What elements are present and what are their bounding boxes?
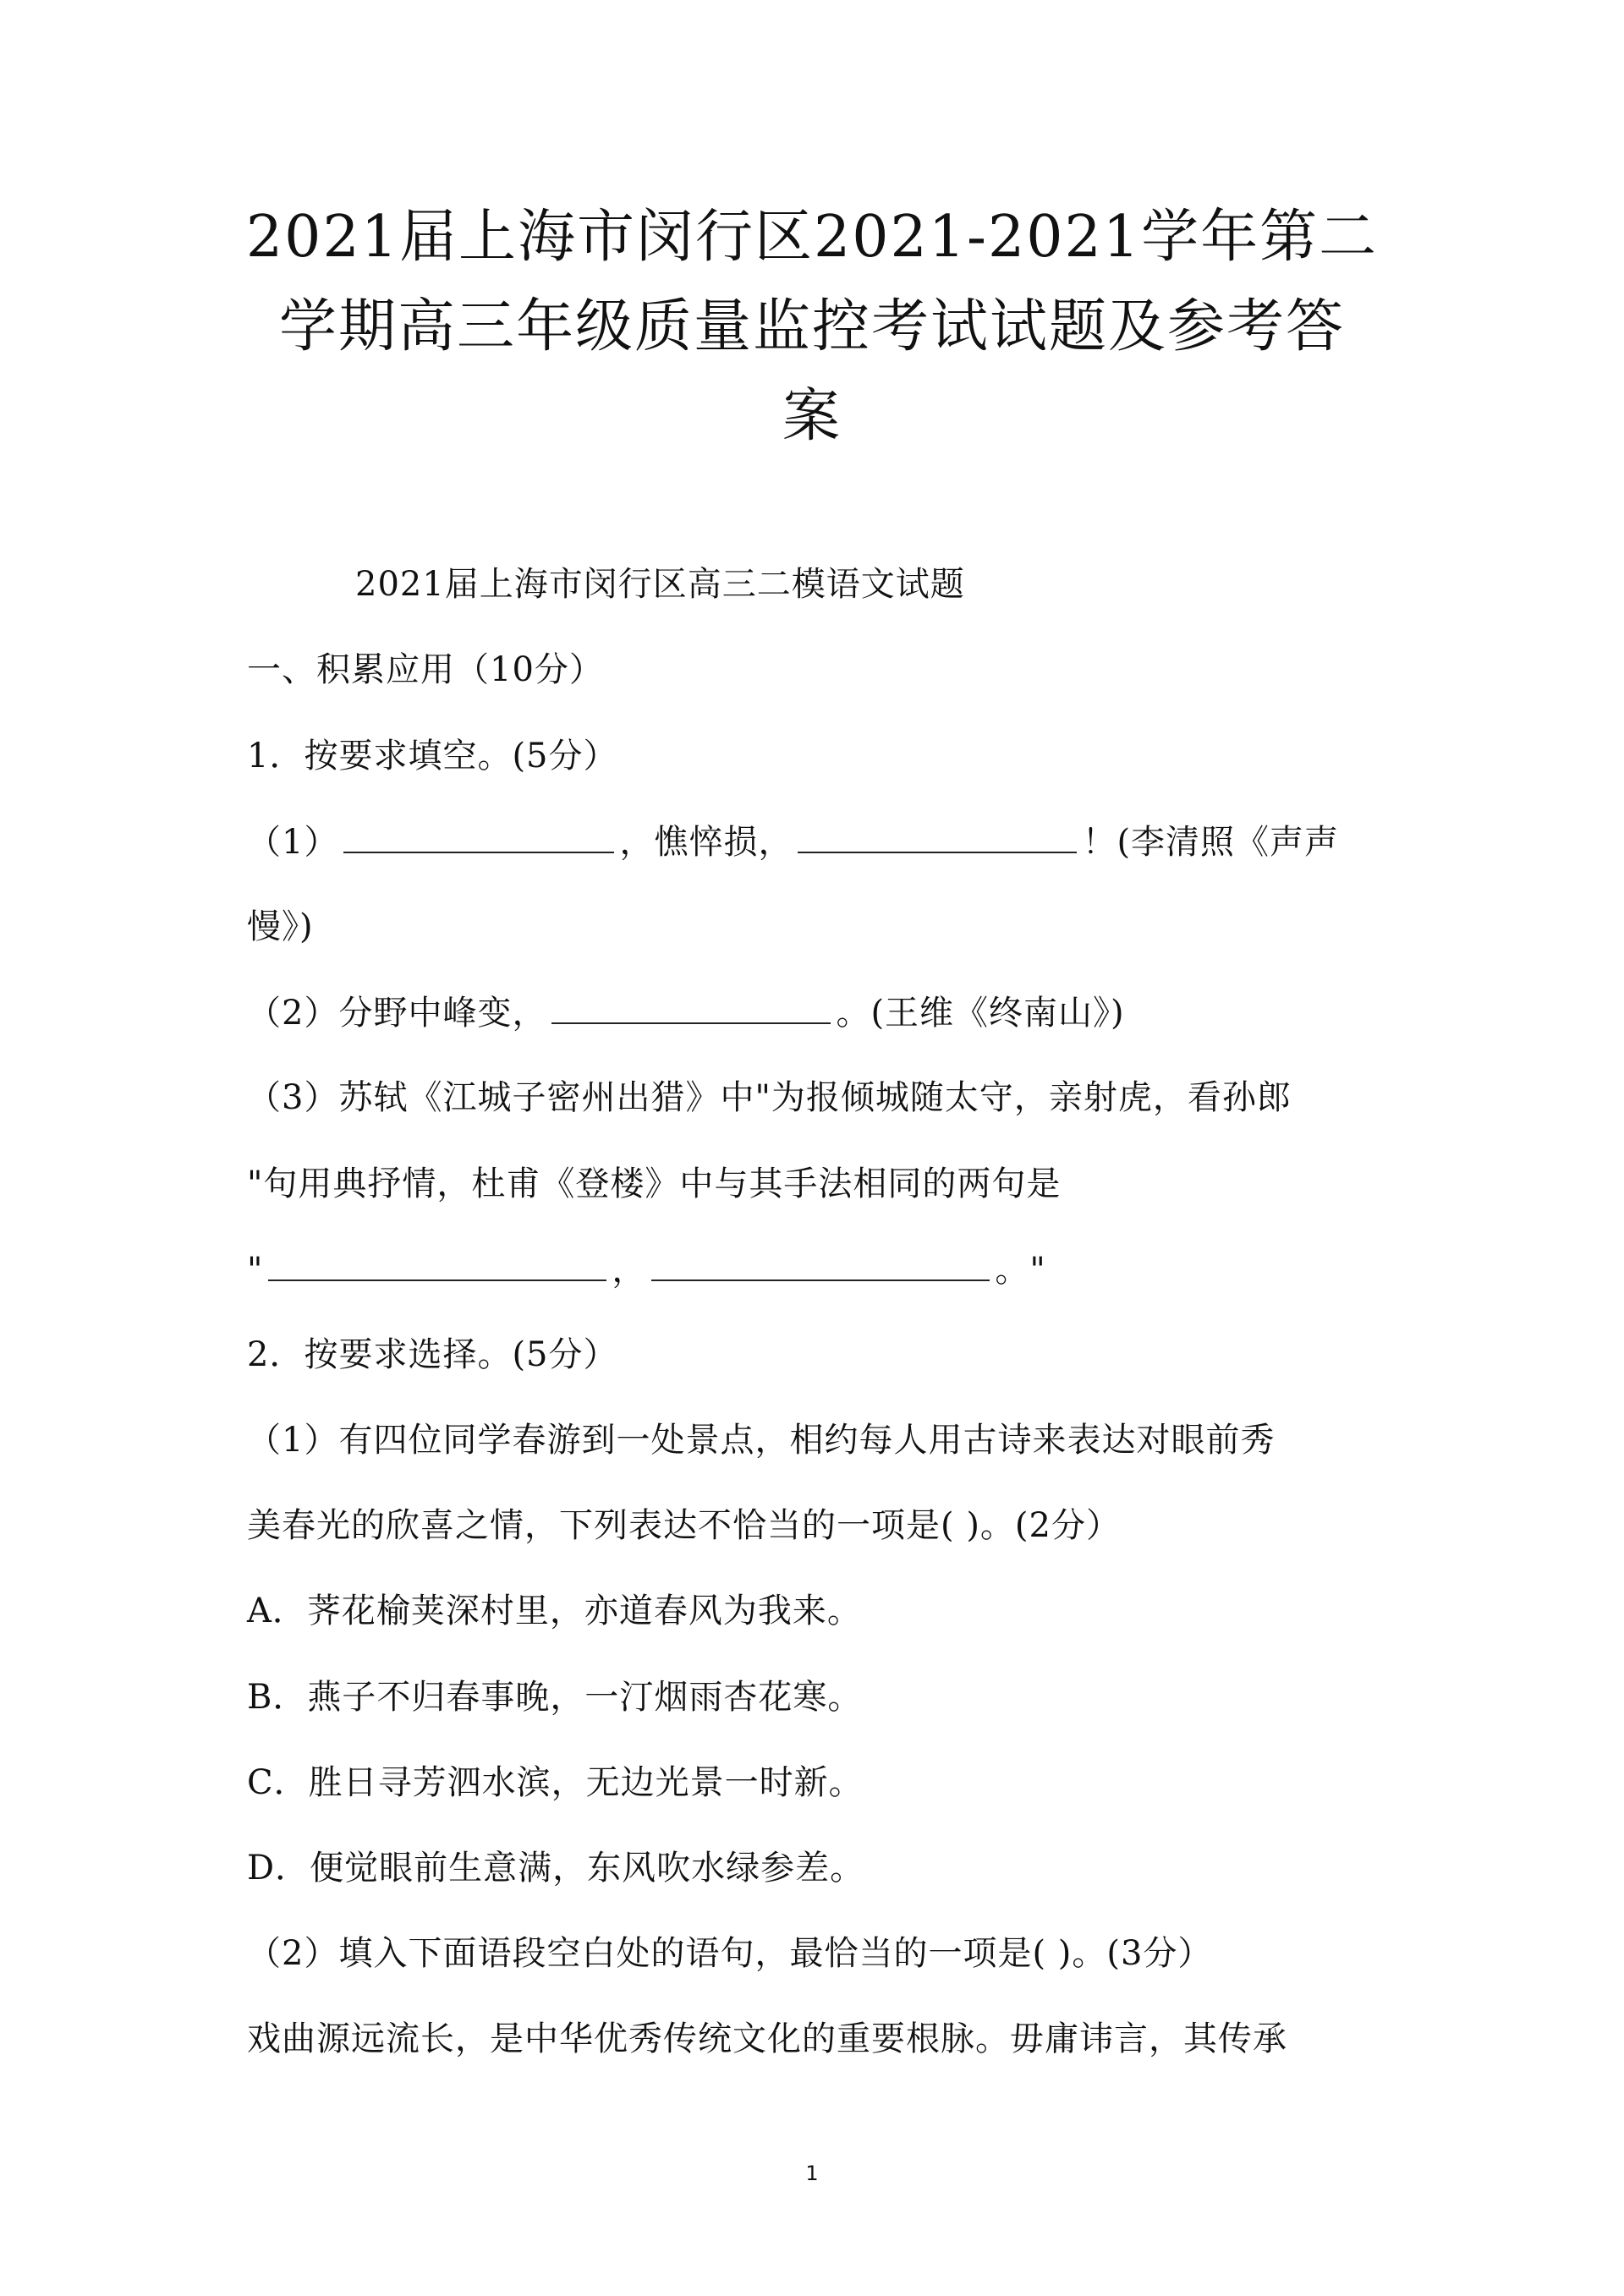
q1-item2-prefix: （2）分野中峰变， bbox=[247, 994, 547, 1033]
question-2-heading: 2．按要求选择。(5分） bbox=[247, 1335, 618, 1374]
fill-blank[interactable] bbox=[343, 821, 614, 853]
page-number: 1 bbox=[805, 2162, 819, 2185]
question-2-item-1-line-1: （1）有四位同学春游到一处景点，相约每人用古诗来表达对眼前秀 bbox=[247, 1421, 1276, 1460]
option-c: C．胜日寻芳泗水滨，无边光景一时新。 bbox=[247, 1763, 864, 1802]
question-1-item-3-blanks bbox=[247, 1249, 1046, 1290]
question-1-item-1-continued: 慢》) bbox=[247, 907, 314, 946]
q1-item3-quote-open: " bbox=[247, 1251, 264, 1290]
option-d: D．便觉眼前生意满，东风吹水绿参差。 bbox=[247, 1849, 865, 1888]
title-line-2: 学期高三年级质量监控考试试题及参考答 bbox=[278, 293, 1345, 360]
q1-item1-suffix: ！(李清照《声声 bbox=[1082, 823, 1340, 862]
fill-blank[interactable] bbox=[798, 821, 1077, 853]
title-line-1: 2021届上海市闵行区2021-2021学年第二 bbox=[245, 204, 1379, 271]
question-2-item-2-line-2: 戏曲源远流长，是中华优秀传统文化的重要根脉。毋庸讳言，其传承 bbox=[247, 2019, 1287, 2058]
q1-item3-end: 。" bbox=[995, 1251, 1046, 1290]
q1-item1-prefix: （1） bbox=[247, 823, 339, 862]
question-2-item-2-line-1: （2）填入下面语段空白处的语句，最恰当的一项是( )。(3分） bbox=[247, 1934, 1213, 1973]
title-line-3: 案 bbox=[782, 383, 842, 450]
question-1-item-2 bbox=[247, 992, 1125, 1033]
document-title bbox=[0, 193, 1624, 462]
question-1-item-3-line-2: "句用典抒情，杜甫《登楼》中与其手法相同的两句是 bbox=[247, 1164, 1062, 1203]
question-1-heading: 1．按要求填空。(5分） bbox=[247, 737, 618, 775]
fill-blank[interactable] bbox=[268, 1249, 606, 1281]
q1-item3-comma: ， bbox=[612, 1251, 647, 1290]
fill-blank[interactable] bbox=[651, 1249, 990, 1281]
exam-subtitle: 2021届上海市闵行区高三二模语文试题 bbox=[355, 565, 965, 604]
question-2-item-1-line-2: 美春光的欣喜之情，下列表达不恰当的一项是( )。(2分） bbox=[247, 1506, 1121, 1545]
q1-item1-middle: ，憔悴损， bbox=[619, 823, 793, 862]
q1-item2-suffix: 。(王维《终南山》) bbox=[836, 994, 1125, 1033]
question-1-item-1 bbox=[247, 821, 1339, 863]
fill-blank[interactable] bbox=[551, 992, 831, 1024]
option-b: B．燕子不归春事晚，一汀烟雨杏花寒。 bbox=[247, 1678, 863, 1717]
option-a: A．荠花榆荚深村里，亦道春风为我来。 bbox=[247, 1592, 862, 1630]
section-heading-accumulation: 一、积累应用（10分） bbox=[247, 650, 604, 689]
question-1-item-3-line-1: （3）苏轼《江城子密州出猎》中"为报倾城随太守，亲射虎，看孙郎 bbox=[247, 1078, 1292, 1117]
